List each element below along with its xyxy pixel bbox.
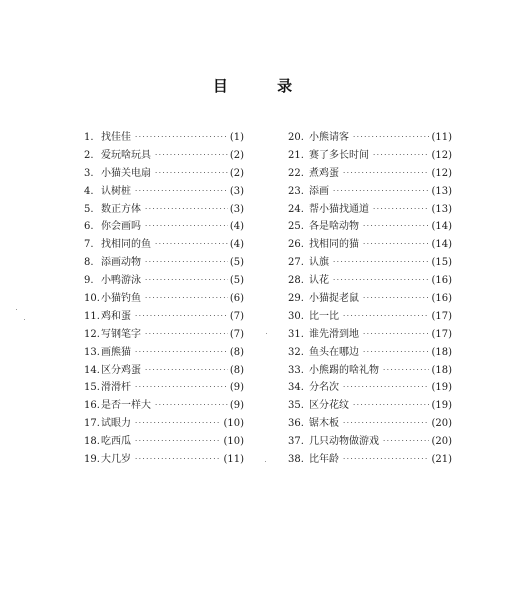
entry-number: 25. xyxy=(288,221,304,233)
entry-title: 鱼头在哪边 xyxy=(309,346,359,358)
scan-speck xyxy=(16,309,17,310)
dot-leader xyxy=(343,451,429,469)
entry-number: 11. xyxy=(84,310,100,322)
entry-number: 16. xyxy=(84,400,100,412)
dot-leader xyxy=(353,397,429,415)
toc-entry xyxy=(288,397,452,415)
toc-entry xyxy=(84,326,244,344)
entry-title: 帮小猫找通道 xyxy=(309,203,369,215)
entry-title: 大几岁 xyxy=(101,454,131,466)
entry-number: 2. xyxy=(84,149,94,161)
entry-number: 31. xyxy=(288,328,304,340)
entry-page-number: (19) xyxy=(431,400,452,412)
entry-page-number: (18) xyxy=(431,346,452,358)
dot-leader xyxy=(383,433,429,451)
toc-entry xyxy=(84,290,244,308)
entry-page-number: (4) xyxy=(229,221,244,233)
dot-leader xyxy=(363,326,429,344)
entry-number: 28. xyxy=(288,275,304,287)
toc-column-right xyxy=(288,129,452,469)
toc-entry xyxy=(84,236,244,254)
entry-title: 写钢笔字 xyxy=(101,328,141,340)
entry-title: 各是啥动物 xyxy=(309,221,359,233)
entry-title: 画熊猫 xyxy=(101,346,131,358)
entry-title: 找相同的猫 xyxy=(309,239,359,251)
toc-entry xyxy=(288,147,452,165)
toc-entry xyxy=(84,201,244,219)
toc-entry xyxy=(288,272,452,290)
entry-title: 鸡和蛋 xyxy=(101,310,131,322)
dot-leader xyxy=(353,129,429,147)
toc-column-left xyxy=(84,129,244,469)
entry-number: 7. xyxy=(84,239,94,251)
entry-title: 小熊踢的啥礼物 xyxy=(309,364,379,376)
entry-page-number: (13) xyxy=(431,185,452,197)
entry-number: 32. xyxy=(288,346,304,358)
entry-page-number: (7) xyxy=(229,328,244,340)
dot-leader xyxy=(145,254,228,272)
entry-title: 找佳佳 xyxy=(101,132,131,143)
entry-page-number: (15) xyxy=(431,257,452,269)
entry-page-number: (10) xyxy=(223,418,244,430)
entry-page-number: (3) xyxy=(229,203,244,215)
entry-title: 数正方体 xyxy=(101,203,141,215)
dot-leader xyxy=(135,183,228,201)
entry-number: 23. xyxy=(288,185,304,197)
entry-page-number: (16) xyxy=(431,275,452,287)
toc-entry xyxy=(288,183,452,201)
toc-entry xyxy=(84,379,244,397)
entry-title: 几只动物做游戏 xyxy=(309,436,379,448)
entry-page-number: (14) xyxy=(431,221,452,233)
dot-leader xyxy=(343,415,429,433)
toc-entry xyxy=(288,254,452,272)
toc-entry xyxy=(288,290,452,308)
entry-page-number: (20) xyxy=(431,436,452,448)
page-title: 目 录 xyxy=(212,77,315,95)
dot-leader xyxy=(383,362,429,380)
entry-title: 你会画吗 xyxy=(101,221,141,233)
entry-page-number: (2) xyxy=(229,149,244,161)
toc-entry xyxy=(288,326,452,344)
entry-page-number: (5) xyxy=(229,257,244,269)
entry-title: 认旗 xyxy=(309,257,329,269)
entry-page-number: (6) xyxy=(229,293,244,305)
entry-page-number: (9) xyxy=(229,382,244,394)
dot-leader xyxy=(155,165,228,183)
toc-entry xyxy=(84,344,244,362)
toc-entry xyxy=(84,218,244,236)
entry-number: 13. xyxy=(84,346,100,358)
entry-number: 33. xyxy=(288,364,304,376)
entry-number: 34. xyxy=(288,382,304,394)
dot-leader xyxy=(155,236,228,254)
dot-leader xyxy=(135,129,228,147)
entry-number: 15. xyxy=(84,382,100,394)
toc-entry xyxy=(288,218,452,236)
toc-entry xyxy=(84,362,244,380)
dot-leader xyxy=(145,201,228,219)
toc-entry xyxy=(288,129,452,147)
entry-title: 赛了多长时间 xyxy=(309,149,369,161)
entry-title: 比一比 xyxy=(309,310,339,322)
entry-title: 比年龄 xyxy=(309,454,339,466)
dot-leader xyxy=(333,254,429,272)
scan-speck xyxy=(24,319,25,320)
dot-leader xyxy=(343,379,429,397)
toc-entry xyxy=(288,433,452,451)
entry-page-number: (17) xyxy=(431,310,452,322)
entry-title: 区分花纹 xyxy=(309,400,349,412)
scan-speck xyxy=(266,333,267,334)
entry-page-number: (3) xyxy=(229,185,244,197)
toc-entry xyxy=(84,183,244,201)
toc-entry xyxy=(288,236,452,254)
toc-entry xyxy=(84,254,244,272)
entry-page-number: (9) xyxy=(229,400,244,412)
toc-entry xyxy=(84,433,244,451)
dot-leader xyxy=(363,236,429,254)
entry-number: 29. xyxy=(288,293,304,305)
toc-entry xyxy=(288,344,452,362)
entry-page-number: (21) xyxy=(431,454,452,466)
entry-number: 3. xyxy=(84,167,94,179)
entry-number: 18. xyxy=(84,436,100,448)
entry-number: 19. xyxy=(84,454,100,466)
entry-title: 是否一样大 xyxy=(101,400,151,412)
entry-title: 小猫关电扇 xyxy=(101,167,151,179)
entry-number: 30. xyxy=(288,310,304,322)
entry-page-number: (17) xyxy=(431,328,452,340)
entry-title: 小猫捉老鼠 xyxy=(309,293,359,305)
toc-entry xyxy=(84,415,244,433)
entry-number: 26. xyxy=(288,239,304,251)
entry-number: 24. xyxy=(288,203,304,215)
dot-leader xyxy=(135,308,228,326)
toc-entry xyxy=(288,379,452,397)
entry-number: 37. xyxy=(288,436,304,448)
entry-page-number: (5) xyxy=(229,275,244,287)
dot-leader xyxy=(145,290,228,308)
entry-title: 锯木板 xyxy=(309,418,339,430)
dot-leader xyxy=(145,218,228,236)
entry-page-number: (14) xyxy=(431,239,452,251)
entry-number: 36. xyxy=(288,418,304,430)
dot-leader xyxy=(135,344,228,362)
entry-number: 22. xyxy=(288,167,304,179)
entry-title: 吃西瓜 xyxy=(101,436,131,448)
entry-page-number: (2) xyxy=(229,167,244,179)
dot-leader xyxy=(145,272,228,290)
dot-leader xyxy=(373,147,429,165)
toc-entry xyxy=(84,451,244,469)
scan-speck xyxy=(265,461,266,462)
entry-number: 9. xyxy=(84,275,94,287)
entry-number: 14. xyxy=(84,364,100,376)
dot-leader xyxy=(155,147,228,165)
dot-leader xyxy=(363,344,429,362)
entry-title: 小猫钓鱼 xyxy=(101,293,141,305)
entry-number: 8. xyxy=(84,257,94,269)
toc-entry xyxy=(288,362,452,380)
dot-leader xyxy=(333,272,429,290)
dot-leader xyxy=(145,362,228,380)
entry-title: 认花 xyxy=(309,275,329,287)
dot-leader xyxy=(135,415,221,433)
toc-entry xyxy=(84,129,244,147)
entry-number: 17. xyxy=(84,418,100,430)
entry-page-number: (13) xyxy=(431,203,452,215)
entry-title: 分名次 xyxy=(309,382,339,394)
entry-page-number: (4) xyxy=(229,239,244,251)
entry-page-number: (18) xyxy=(431,364,452,376)
dot-leader xyxy=(363,290,429,308)
toc-entry xyxy=(288,201,452,219)
entry-page-number: (12) xyxy=(431,149,452,161)
entry-title: 小熊请客 xyxy=(309,132,349,143)
entry-number: 12. xyxy=(84,328,100,340)
entry-number: 10. xyxy=(84,293,100,305)
dot-leader xyxy=(155,397,228,415)
entry-number: 38. xyxy=(288,454,304,466)
entry-page-number: (11) xyxy=(223,454,244,466)
toc-entry xyxy=(288,308,452,326)
toc-entry xyxy=(288,451,452,469)
toc-entry xyxy=(84,308,244,326)
dot-leader xyxy=(145,326,228,344)
entry-title: 添画 xyxy=(309,185,329,197)
entry-page-number: (11) xyxy=(431,132,452,143)
dot-leader xyxy=(135,433,221,451)
dot-leader xyxy=(135,379,228,397)
entry-number: 5. xyxy=(84,203,94,215)
toc-entry xyxy=(288,165,452,183)
toc-entry xyxy=(84,272,244,290)
dot-leader xyxy=(373,201,429,219)
entry-number: 35. xyxy=(288,400,304,412)
dot-leader xyxy=(343,165,429,183)
toc-entry xyxy=(84,165,244,183)
entry-title: 小鸭游泳 xyxy=(101,275,141,287)
dot-leader xyxy=(343,308,429,326)
entry-title: 找相同的鱼 xyxy=(101,239,151,251)
entry-number: 21. xyxy=(288,149,304,161)
toc-entry xyxy=(288,415,452,433)
dot-leader xyxy=(333,183,429,201)
entry-title: 添画动物 xyxy=(101,257,141,269)
entry-number: 27. xyxy=(288,257,304,269)
entry-page-number: (16) xyxy=(431,293,452,305)
entry-title: 试眼力 xyxy=(101,418,131,430)
toc-entry xyxy=(84,397,244,415)
entry-title: 区分鸡蛋 xyxy=(101,364,141,376)
entry-number: 6. xyxy=(84,221,94,233)
entry-page-number: (1) xyxy=(229,132,244,143)
entry-title: 爱玩啥玩具 xyxy=(101,149,151,161)
entry-title: 煮鸡蛋 xyxy=(309,167,339,179)
entry-page-number: (7) xyxy=(229,310,244,322)
entry-page-number: (20) xyxy=(431,418,452,430)
entry-title: 谁先滑到地 xyxy=(309,328,359,340)
entry-page-number: (8) xyxy=(229,346,244,358)
toc-entry xyxy=(84,147,244,165)
entry-number: 1. xyxy=(84,132,94,143)
entry-page-number: (19) xyxy=(431,382,452,394)
entry-page-number: (10) xyxy=(223,436,244,448)
entry-number: 20. xyxy=(288,132,304,143)
entry-page-number: (12) xyxy=(431,167,452,179)
entry-title: 滑滑杆 xyxy=(101,382,131,394)
dot-leader xyxy=(363,218,429,236)
entry-title: 认树桩 xyxy=(101,185,131,197)
entry-number: 4. xyxy=(84,185,94,197)
entry-page-number: (8) xyxy=(229,364,244,376)
dot-leader xyxy=(135,451,221,469)
